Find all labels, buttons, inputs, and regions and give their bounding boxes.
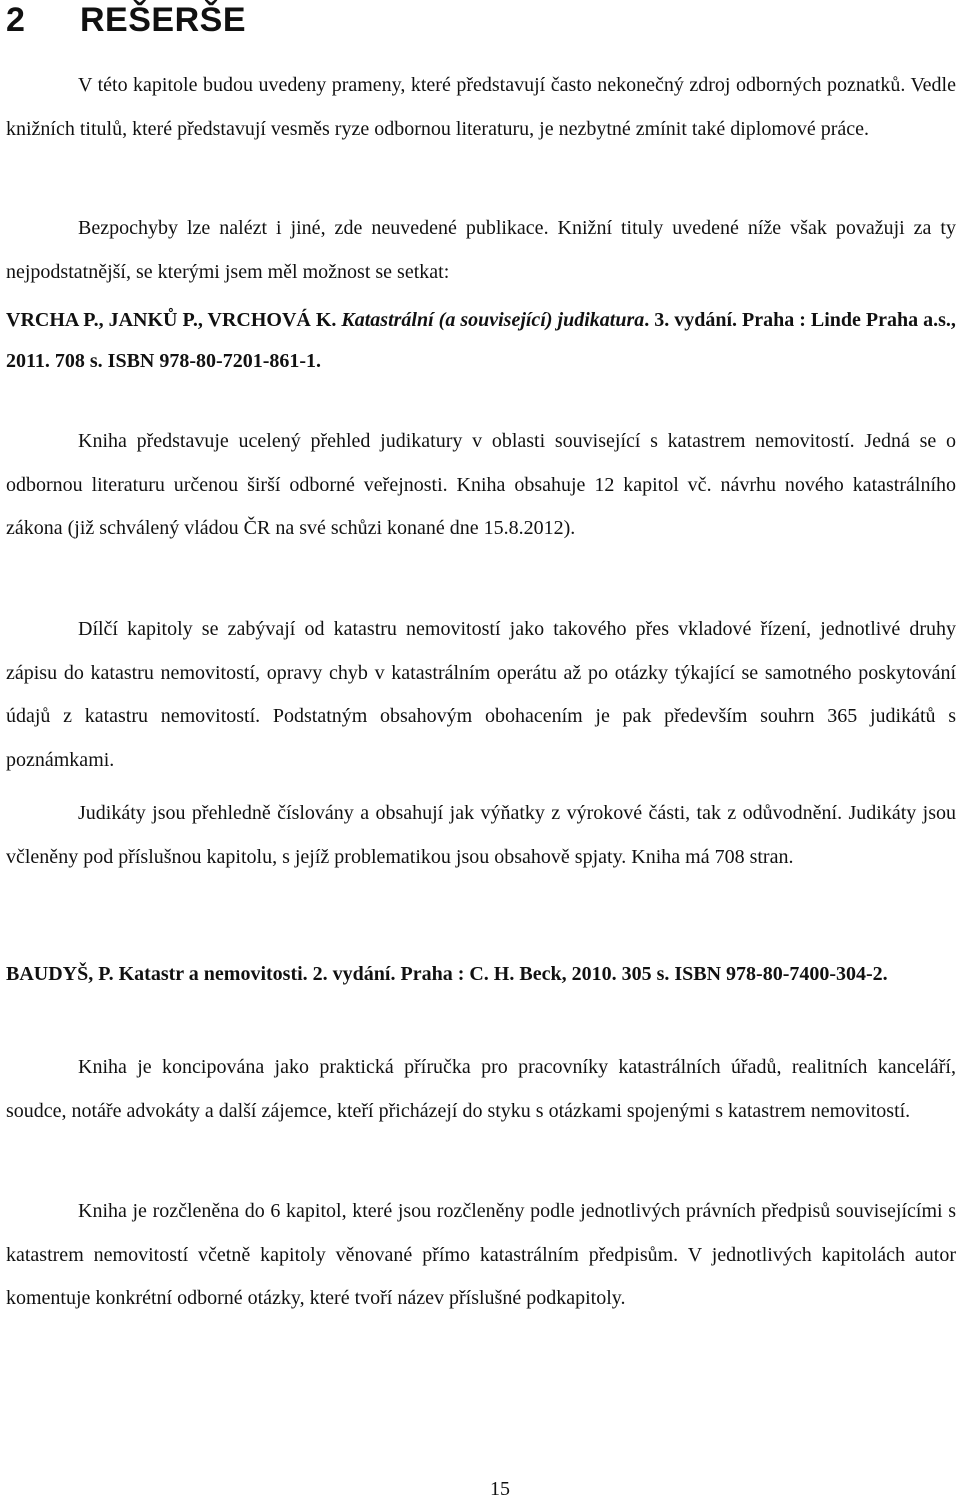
chapter-title: REŠERŠE <box>80 1 246 39</box>
reference-vrcha-title: Katastrální (a související) judikatura <box>341 309 645 331</box>
paragraph-intro <box>6 64 956 151</box>
paragraph-book2-overview <box>6 1046 956 1133</box>
paragraph-book1-overview-text: Kniha představuje ucelený přehled judikatury v oblasti související s katastrem nemovitostí. Jedná se o odbornou literaturu určenou širší odborné veřejnosti. Kniha obsahuje 12 kapitol vč. návrhu nového katastrálního zákona (již schválený vládou ČR na své schůzi konané dne 15.8.2012). <box>6 430 956 539</box>
paragraph-book2-chapters-text: Kniha je rozčleněna do 6 kapitol, které jsou rozčleněny podle jednotlivých právních předpisů souvisejícími s katastrem nemovitostí včetně kapitoly věnované přímo katastrálním předpisům. V jednotlivých kapitolách autor komentuje konkrétní odborné otázky, které tvoří název příslušné podkapitoly. <box>6 1200 956 1309</box>
reference-baudys: BAUDYŠ, P. Katastr a nemovitosti. 2. vydání. Praha : C. H. Beck, 2010. 305 s. ISBN 978-80-7400-304-2. <box>6 963 888 985</box>
paragraph-book2-overview-text: Kniha je koncipována jako praktická příručka pro pracovníky katastrálních úřadů, realitních kanceláří, soudce, notáře advokáty a další zájemce, kteří přicházejí do styku s otázkami spojenými s katastrem nemovitostí. <box>6 1056 956 1122</box>
chapter-number: 2 <box>6 1 26 39</box>
page-number: 15 <box>490 1478 510 1500</box>
paragraph-intro-text: V této kapitole budou uvedeny prameny, které představují často nekonečný zdroj odborných poznatků. Vedle knižních titulů, které představují vesměs ryze odbornou literaturu, je nezbytné zmínit také diplomové práce. <box>6 74 956 140</box>
paragraph-book1-overview <box>6 420 956 551</box>
paragraph-publications <box>6 207 956 294</box>
chapter-heading <box>6 0 246 40</box>
paragraph-publications-text: Bezpochyby lze nalézt i jiné, zde neuvedené publikace. Knižní tituly uvedené níže však považuji za ty nejpodstatnější, se kterými jsem měl možnost se setkat: <box>6 217 956 283</box>
reference-vrcha-details: . 3. vydání. Praha : Linde Praha a.s., 2011. 708 s. ISBN 978-80-7201-861-1. <box>6 309 956 372</box>
paragraph-book2-chapters <box>6 1190 956 1321</box>
paragraph-book1-chapters <box>6 608 956 782</box>
paragraph-book1-chapters-text: Dílčí kapitoly se zabývají od katastru nemovitostí jako takového přes vkladové řízení, jednotlivé druhy zápisu do katastru nemovitostí, opravy chyb v katastrálním operátu až po otázky týkající se samotného poskytování údajů z katastru nemovitostí. Podstatným obsahovým obohacením je pak především souhrn 365 judikátů s poznámkami. <box>6 618 956 771</box>
reference-vrcha <box>6 300 956 382</box>
paragraph-book1-judgments-text: Judikáty jsou přehledně číslovány a obsahují jak výňatky z výrokové části, tak z odůvodnění. Judikáty jsou včleněny pod příslušnou kapitolu, s jejíž problematikou jsou obsahově spjaty. Kniha má 708 stran. <box>6 802 956 868</box>
reference-vrcha-authors: VRCHA P., JANKŮ P., VRCHOVÁ K. <box>6 309 337 331</box>
paragraph-book1-judgments <box>6 792 956 879</box>
